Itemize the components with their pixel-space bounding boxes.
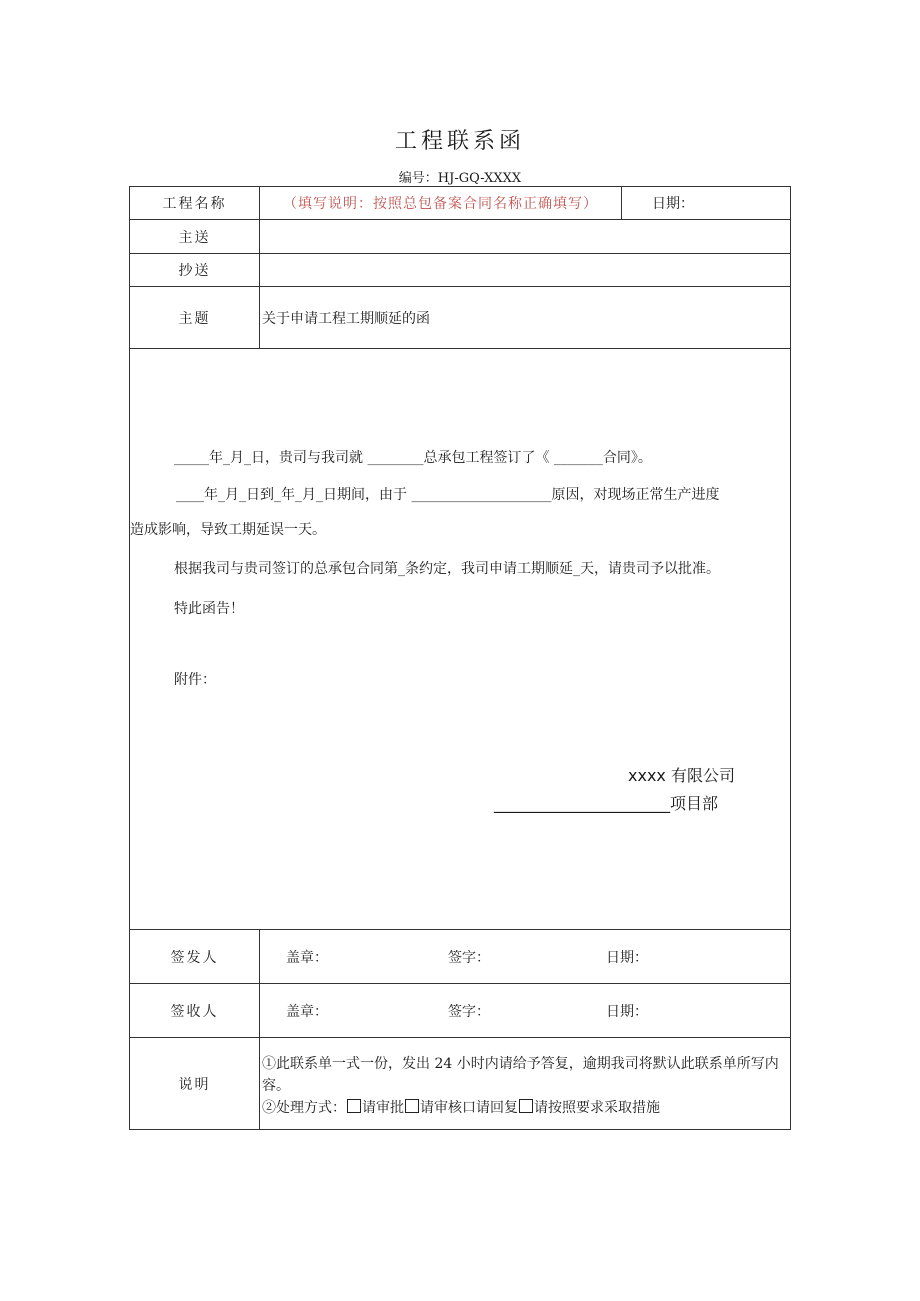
receiver-signature-label: 签字： <box>448 1003 490 1020</box>
document-number: 编号：HJ-GQ-XXXX <box>398 171 522 186</box>
sender-date-label: 日期： <box>606 949 648 966</box>
notes-row <box>130 1038 791 1130</box>
sender-seal-label: 盖章： <box>286 949 328 966</box>
measures-checkbox[interactable] <box>519 1099 533 1113</box>
body-row <box>130 349 791 930</box>
cc-field[interactable] <box>260 254 791 287</box>
subject-label: 主题 <box>130 287 260 349</box>
sender-row <box>130 930 791 984</box>
notes-content <box>260 1038 791 1130</box>
to-label: 主送 <box>130 220 260 254</box>
sender-label: 签发人 <box>130 930 260 984</box>
project-row <box>130 187 791 220</box>
body-line-5: 特此函告！ <box>174 601 244 617</box>
body-line-4: 根据我司与贵司签订的总承包合同第_条约定，我司申请工期顺延_天，请贵司予以批准。 <box>174 561 720 577</box>
sender-signature-label: 签字： <box>448 949 490 966</box>
date-field[interactable]: 日期： <box>622 187 791 220</box>
subject-row <box>130 287 791 349</box>
body-line-1: _____年_月_日，贵司与我司就 ________总承包工程签订了《 _______合同》。 <box>174 450 652 466</box>
notes-label: 说明 <box>130 1038 260 1130</box>
receiver-label: 签收人 <box>130 984 260 1038</box>
body-line-2: ____年_月_日到_年_月_日期间，由于 ____________________原因，对现场正常生产进度 <box>176 487 720 503</box>
review-checkbox[interactable] <box>405 1099 419 1113</box>
body-line-3: 造成影响，导致工期延误一天。 <box>130 522 326 538</box>
project-department: ______________________项目部 <box>494 794 719 813</box>
receiver-sign-field[interactable] <box>260 984 791 1038</box>
attachment-label: 附件： <box>174 672 216 688</box>
cc-row <box>130 254 791 287</box>
approve-checkbox[interactable] <box>347 1099 361 1113</box>
receiver-date-label: 日期： <box>606 1003 648 1020</box>
company-name: xxxx 有限公司 <box>628 766 735 785</box>
measures-option-label: 请按照要求采取措施 <box>534 1099 660 1116</box>
sender-sign-field[interactable] <box>260 930 791 984</box>
subject-field[interactable]: 关于申请工程工期顺延的函 <box>260 287 791 349</box>
approve-option-label: 请审批 <box>362 1099 404 1116</box>
contact-letter-form <box>129 186 791 1130</box>
notes-line-2-prefix: ②处理方式： <box>262 1099 346 1116</box>
notes-line-2 <box>262 1097 786 1119</box>
receiver-seal-label: 盖章： <box>286 1003 328 1020</box>
letter-body[interactable] <box>130 349 791 930</box>
receiver-row <box>130 984 791 1038</box>
to-row <box>130 220 791 254</box>
cc-label: 抄送 <box>130 254 260 287</box>
project-name-field[interactable]: （填写说明：按照总包备案合同名称正确填写） <box>260 187 622 220</box>
notes-line-1: ①此联系单一式一份，发出 24 小时内请给予答复，逾期我司将默认此联系单所写内容。 <box>262 1055 779 1094</box>
to-field[interactable] <box>260 220 791 254</box>
review-option-label: 请审核口请回复 <box>420 1099 518 1116</box>
document-title: 工程联系函 <box>394 129 525 154</box>
project-name-label: 工程名称 <box>130 187 260 220</box>
